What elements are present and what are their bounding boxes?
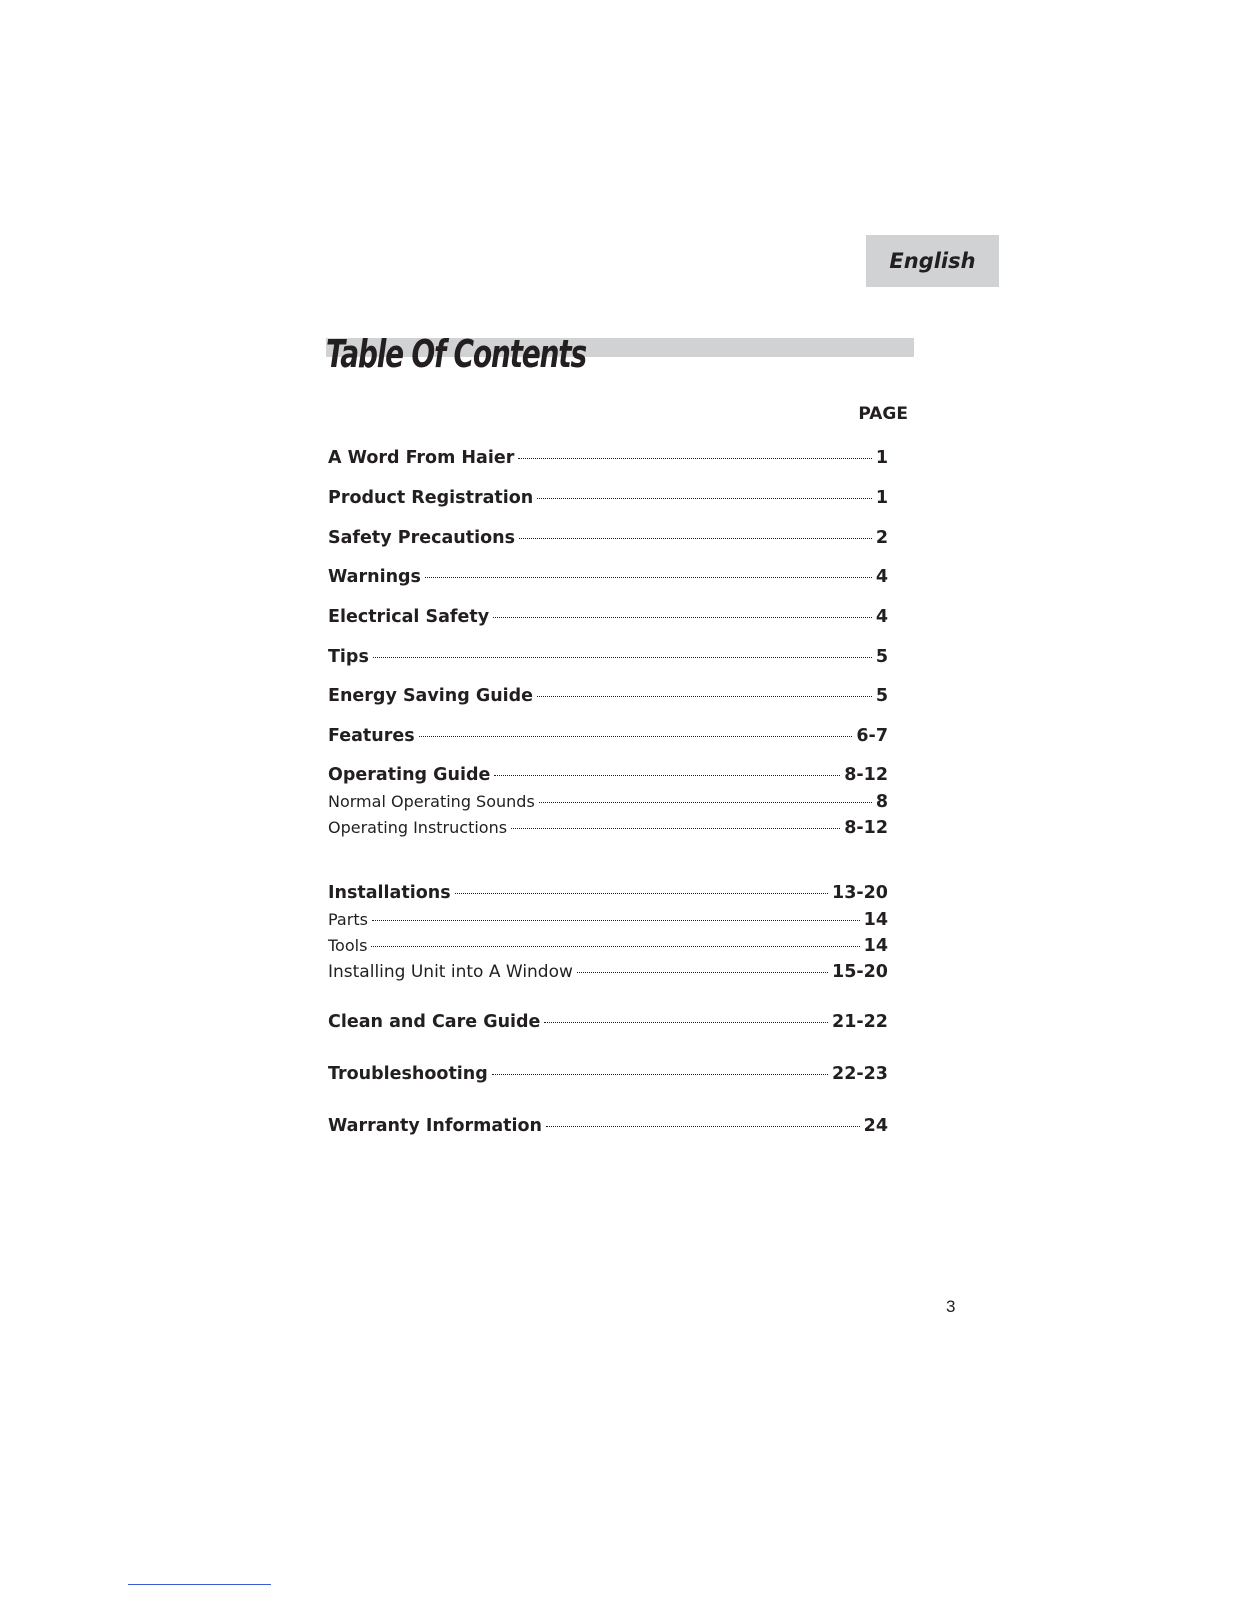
dot-leader bbox=[577, 972, 828, 973]
toc-entry-label: Features bbox=[328, 726, 415, 746]
dot-leader bbox=[425, 577, 872, 578]
page-number: 3 bbox=[946, 1297, 956, 1316]
toc-entry[interactable] bbox=[328, 488, 888, 508]
toc-entry-page: 14 bbox=[863, 910, 888, 930]
toc-entry-label: Clean and Care Guide bbox=[328, 1012, 541, 1032]
toc-entry-page: 13-20 bbox=[832, 883, 888, 903]
toc-entry-label: Electrical Safety bbox=[328, 607, 490, 627]
toc-entry-page: 6-7 bbox=[856, 726, 888, 746]
toc-entry-page: 15-20 bbox=[832, 962, 888, 982]
footer-rule bbox=[128, 1584, 271, 1585]
dot-leader bbox=[544, 1022, 828, 1023]
toc-entry-label: Operating Instructions bbox=[328, 818, 508, 837]
page-column-header: PAGE bbox=[858, 404, 908, 424]
dot-leader bbox=[518, 458, 871, 459]
toc-entry[interactable] bbox=[328, 567, 888, 587]
toc-subentry[interactable] bbox=[328, 818, 888, 838]
dot-leader bbox=[419, 736, 853, 737]
toc-entry-page: 8-12 bbox=[844, 818, 888, 838]
dot-leader bbox=[492, 1074, 828, 1075]
toc-entry[interactable] bbox=[328, 1116, 888, 1136]
toc-entry-page: 8 bbox=[875, 792, 888, 812]
toc-entry-label: Product Registration bbox=[328, 488, 534, 508]
toc-entry[interactable] bbox=[328, 1064, 888, 1084]
toc-subentry[interactable] bbox=[328, 910, 888, 930]
toc-entry-page: 1 bbox=[875, 488, 888, 508]
toc-entry-label: Warnings bbox=[328, 567, 421, 587]
toc-entry-page: 24 bbox=[863, 1116, 888, 1136]
toc-entry-page: 4 bbox=[875, 607, 888, 627]
toc-entry[interactable] bbox=[328, 448, 888, 468]
toc-entry-page: 22-23 bbox=[832, 1064, 888, 1084]
dot-leader bbox=[519, 538, 872, 539]
toc-entry-label: Safety Precautions bbox=[328, 528, 515, 548]
toc-entry-label: Installations bbox=[328, 883, 451, 903]
toc-entry-label: Tools bbox=[328, 936, 368, 955]
toc-entry-page: 21-22 bbox=[832, 1012, 888, 1032]
toc-entry-page: 14 bbox=[863, 936, 888, 956]
toc-entry-label: Troubleshooting bbox=[328, 1064, 488, 1084]
toc-entry[interactable] bbox=[328, 883, 888, 903]
page-title: Table Of Contents bbox=[326, 332, 586, 376]
dot-leader bbox=[546, 1126, 860, 1127]
toc-entry[interactable] bbox=[328, 1012, 888, 1032]
dot-leader bbox=[494, 775, 840, 776]
toc-entry[interactable] bbox=[328, 607, 888, 627]
toc-entry-label: Operating Guide bbox=[328, 765, 491, 785]
toc-entry[interactable] bbox=[328, 528, 888, 548]
toc-entry-page: 4 bbox=[875, 567, 888, 587]
dot-leader bbox=[371, 946, 859, 947]
toc-entry-page: 5 bbox=[875, 686, 888, 706]
dot-leader bbox=[373, 657, 872, 658]
toc-entry-page: 5 bbox=[875, 647, 888, 667]
toc-entry-page: 8-12 bbox=[844, 765, 888, 785]
toc-subentry[interactable] bbox=[328, 792, 888, 812]
toc-entry-label: Tips bbox=[328, 647, 369, 667]
toc-entry[interactable] bbox=[328, 647, 888, 667]
toc-entry-page: 1 bbox=[875, 448, 888, 468]
language-tab-label: English bbox=[889, 249, 976, 273]
dot-leader bbox=[511, 828, 840, 829]
toc-entry-label: Warranty Information bbox=[328, 1116, 543, 1136]
toc-entry[interactable] bbox=[328, 726, 888, 746]
toc-subentry[interactable] bbox=[328, 936, 888, 956]
dot-leader bbox=[537, 498, 872, 499]
toc-entry[interactable] bbox=[328, 765, 888, 785]
toc-entry[interactable] bbox=[328, 686, 888, 706]
toc-subentry[interactable] bbox=[328, 962, 888, 982]
toc-entry-label: Parts bbox=[328, 910, 368, 929]
toc-entry-label: Installing Unit into A Window bbox=[328, 962, 573, 982]
language-tab bbox=[866, 235, 999, 287]
toc-entry-label: Energy Saving Guide bbox=[328, 686, 534, 706]
dot-leader bbox=[537, 696, 872, 697]
toc-entry-page: 2 bbox=[875, 528, 888, 548]
dot-leader bbox=[493, 617, 872, 618]
dot-leader bbox=[539, 802, 872, 803]
toc-entry-label: Normal Operating Sounds bbox=[328, 792, 535, 811]
dot-leader bbox=[455, 893, 828, 894]
dot-leader bbox=[372, 920, 860, 921]
toc-entry-label: A Word From Haier bbox=[328, 448, 515, 468]
